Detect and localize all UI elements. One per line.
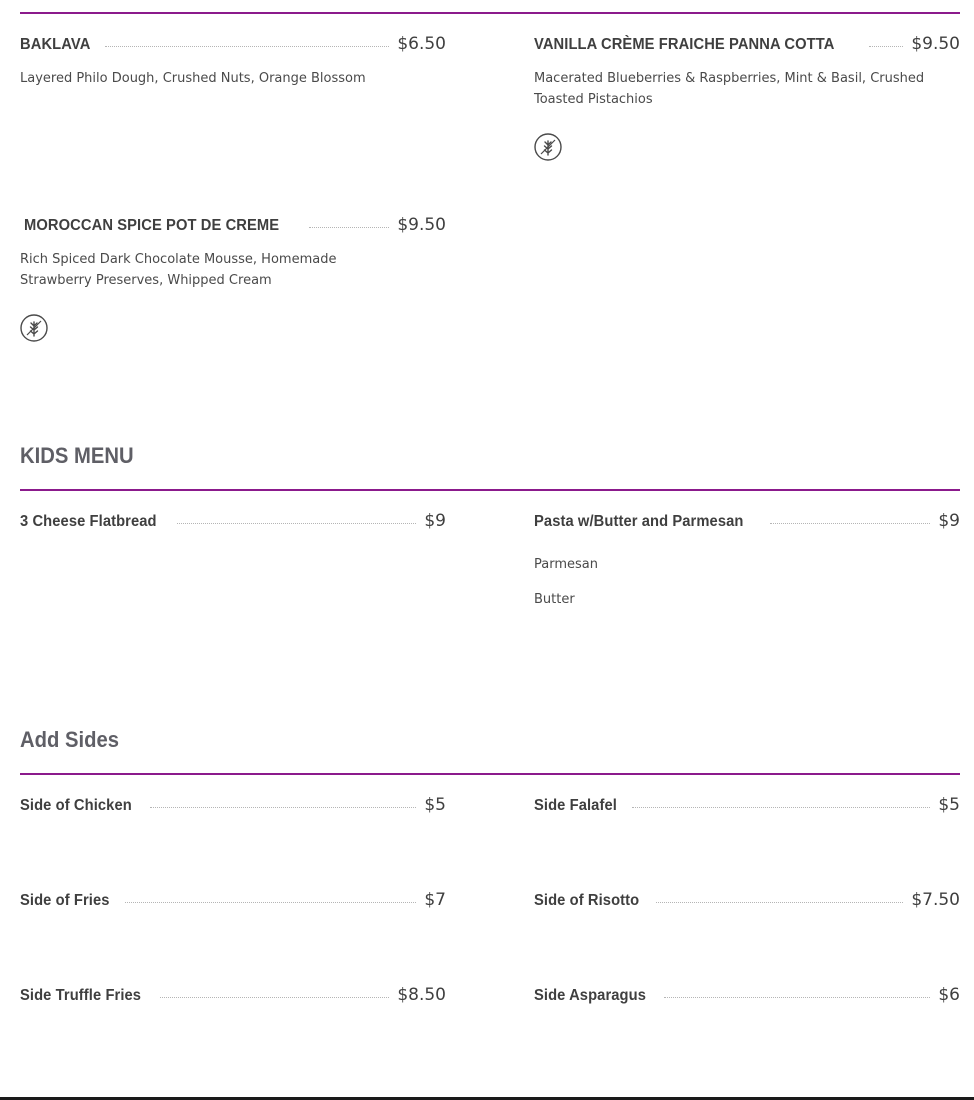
dotted-leader (656, 902, 903, 903)
section-divider (20, 489, 960, 491)
item-description: Macerated Blueberries & Raspberries, Mint & Basil, Crushed Toasted Pistachios (534, 71, 925, 107)
dotted-leader (160, 997, 390, 998)
dotted-leader (869, 46, 904, 47)
menu-item-flatbread[interactable] (20, 511, 446, 531)
option-parmesan[interactable]: Parmesan (534, 557, 598, 572)
item-price: $7 (424, 890, 446, 910)
item-name: Side Asparagus (534, 987, 647, 1004)
dotted-leader (150, 807, 417, 808)
dotted-leader (177, 523, 417, 524)
section-title-kids: KIDS MENU (20, 443, 134, 468)
dotted-leader (125, 902, 416, 903)
dotted-leader (664, 997, 931, 998)
menu-item-baklava[interactable] (20, 34, 446, 89)
item-price: $9 (424, 511, 446, 531)
menu-item-side-fries[interactable] (20, 890, 446, 910)
item-name: Side Truffle Fries (20, 987, 142, 1004)
dotted-leader (309, 227, 389, 228)
item-price: $6 (938, 985, 960, 1005)
item-price: $9.50 (397, 215, 446, 235)
item-price: $9 (938, 511, 960, 531)
item-price: $6.50 (397, 34, 446, 54)
item-description: Layered Philo Dough, Crushed Nuts, Orange Blossom (20, 71, 366, 86)
menu-item-pot-de-creme[interactable] (20, 215, 446, 291)
item-name: Pasta w/Butter and Parmesan (534, 513, 744, 530)
gluten-free-icon (20, 314, 48, 342)
item-name: Side Falafel (534, 797, 617, 814)
item-price: $5 (938, 795, 960, 815)
dotted-leader (105, 46, 390, 47)
item-name: Side of Risotto (534, 892, 640, 909)
menu-item-side-truffle-fries[interactable] (20, 985, 446, 1005)
item-price: $7.50 (911, 890, 960, 910)
menu-item-side-chicken[interactable] (20, 795, 446, 815)
gluten-free-icon (534, 133, 562, 161)
section-divider (20, 12, 960, 14)
dotted-leader (770, 523, 931, 524)
menu-item-side-falafel[interactable] (534, 795, 960, 815)
option-butter[interactable]: Butter (534, 592, 575, 607)
menu-item-pasta[interactable] (534, 511, 960, 531)
item-name: Side of Fries (20, 892, 110, 909)
menu-item-side-asparagus[interactable] (534, 985, 960, 1005)
menu-item-panna-cotta[interactable] (534, 34, 960, 110)
item-name: VANILLA CRÈME FRAICHE PANNA COTTA (534, 36, 835, 53)
item-name: Side of Chicken (20, 797, 132, 814)
item-name: BAKLAVA (20, 36, 91, 53)
item-price: $5 (424, 795, 446, 815)
section-title-sides: Add Sides (20, 727, 119, 752)
menu-item-side-risotto[interactable] (534, 890, 960, 910)
dotted-leader (632, 807, 930, 808)
section-divider (20, 773, 960, 775)
item-price: $8.50 (397, 985, 446, 1005)
item-name: MOROCCAN SPICE POT DE CREME (24, 217, 280, 234)
item-price: $9.50 (911, 34, 960, 54)
item-name: 3 Cheese Flatbread (20, 513, 157, 530)
item-description: Rich Spiced Dark Chocolate Mousse, Homemade Strawberry Preserves, Whipped Cream (20, 252, 337, 288)
